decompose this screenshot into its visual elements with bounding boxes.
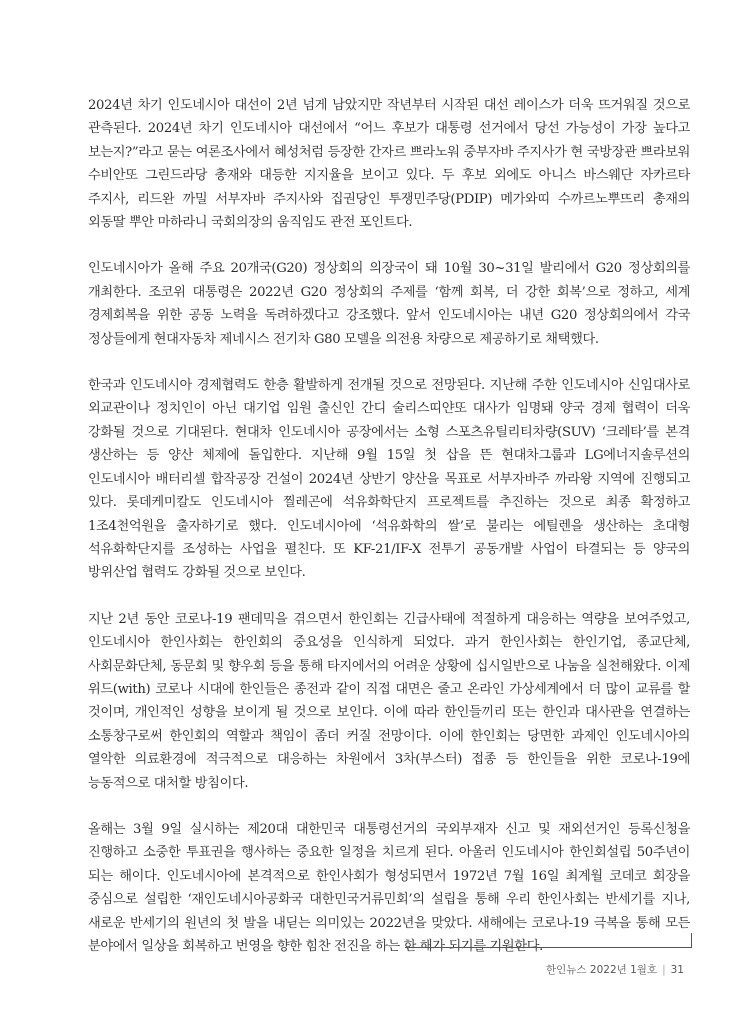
paragraph-4: 지난 2년 동안 코로나-19 팬데믹을 겪으면서 한인회는 긴급사태에 적절하게 대응하는 역량을 보여주었고, 인도네시아 한인사회는 한인회의 중요성을 인식하게 되었다. 과거 한인사회는 한인기업, 종교단체, 사회문화단체, 동문회 및 향우회 등을 통해 타지에서의 어려운 상황에 십시일반으로 나눔을 실천해왔다. 이제 위드(with) 코로나 시대에 한인들은 종전과 같이 직접 대면은 줄고 온라인 가상세계에서 더 많이 교류를 할 것이며, 개인적인 성향을 보이게 될 것으로 보인다. 이에 따라 한인들끼리 또는 한인과 대사관을 연결하는 소통창구로써 한인회의 역할과 책임이 좀더 커질 전망이다. 이에 한인회는 당면한 과제인 인도네시아의 열악한 의료환경에 적극적으로 대응하는 차원에서 3차(부스터) 접종 등 한인들을 위한 코로나-19에 능동적으로 대처할 방침이다. [88, 611, 690, 791]
paragraph-2: 인도네시아가 올해 주요 20개국(G20) 정상회의 의장국이 돼 10월 30~31일 발리에서 G20 정상회의를 개최한다. 조코위 대통령은 2022년 G20 정상회의 주제를 ‘함께 회복, 더 강한 회복’으로 정하고, 세계 경제회복을 위한 공동 노력을 독려하겠다고 강조했다. 앞서 인도네시아는 내년 G20 정상회의에서 각국 정상들에게 현대자동차 제네시스 전기차 G80 모델을 의전용 차량으로 제공하기로 채택했다. [88, 261, 690, 347]
footer-separator: | [662, 964, 666, 976]
paragraph-3: 한국과 인도네시아 경제협력도 한층 활발하게 전개될 것으로 전망된다. 지난해 주한 인도네시아 신임대사로 외교관이나 정치인이 아닌 대기업 임원 출신인 간디 술리스띠얀또 대사가 임명돼 양국 경제 협력이 더욱 강화될 것으로 기대된다. 현대차 인도네시아 공장에서는 소형 스포츠유틸리티차량(SUV) ‘크레타’를 본격 생산하는 등 양산 체제에 돌입한다. 지난해 9월 15일 첫 삽을 뜬 현대차그룹과 LG에너지솔루션의 인도네시아 배터리셀 합작공장 건설이 2024년 상반기 양산을 목표로 서부자바주 까라왕 지역에 진행되고 있다. 롯데케미칼도 인도네시아 찔레곤에 석유화학단지 프로젝트를 추진하는 것으로 최종 확정하고 1조4천억원을 출자하기로 했다. 인도네시아에 ‘석유화학의 쌀’로 불리는 에틸렌을 생산하는 초대형 석유화학단지를 조성하는 사업을 펼친다. 또 KF-21/IF-X 전투기 공동개발 사업이 타결되는 등 양국의 방위산업 협력도 강화될 것으로 보인다. [88, 378, 690, 581]
paragraph-5: 올해는 3월 9일 실시하는 제20대 대한민국 대통령선거의 국외부재자 신고 및 재외선거인 등록신청을 진행하고 소중한 투표권을 행사하는 중요한 일정을 치르게 된다. 아울러 인도네시아 한인회설립 50주년이 되는 해이다. 인도네시아에 본격적으로 한인사회가 형성되면서 1972년 7월 16일 최계월 코데코 회장을 중심으로 설립한 ‘재인도네시아공화국 대한민국거류민회’의 설립을 통해 우리 한인사회는 반세기를 지나, 새로운 반세기의 원년의 첫 발을 내딛는 의미있는 2022년을 맞았다. 새해에는 코로나-19 극복을 통해 모든 분야에서 일상을 회복하고 번영을 향한 힘찬 전진을 하는 한 해가 되기를 기원한다. [88, 821, 690, 954]
publication-label: 한인뉴스 2022년 1월호 [546, 964, 658, 976]
end-rule [405, 947, 692, 948]
page-footer [546, 962, 684, 977]
page-number: 31 [670, 964, 684, 976]
end-rule-tick [691, 933, 692, 948]
paragraph-1: 2024년 차기 인도네시아 대선이 2년 넘게 남았지만 작년부터 시작된 대선 레이스가 더욱 뜨거워질 것으로 관측된다. 2024년 차기 인도네시아 대선에서 “어느 후보가 대통령 선거에서 당선 가능성이 가장 높다고 보는지?”라고 묻는 여론조사에서 혜성처럼 등장한 간자르 쁘라노워 중부자바 주지사가 현 국방장관 쁘라보워 수비안또 그린드라당 총재와 대등한 지지율을 보이고 있다. 두 후보 외에도 아니스 바스웨단 자카르타 주지사, 리드완 까밀 서부자바 주지사와 집권당인 투쟁민주당(PDIP) 메가와띠 수까르노뿌뜨리 총재의 외동딸 뿌안 마하라니 국회의장의 움직임도 관전 포인트다. [88, 98, 690, 231]
article-body [88, 94, 690, 981]
